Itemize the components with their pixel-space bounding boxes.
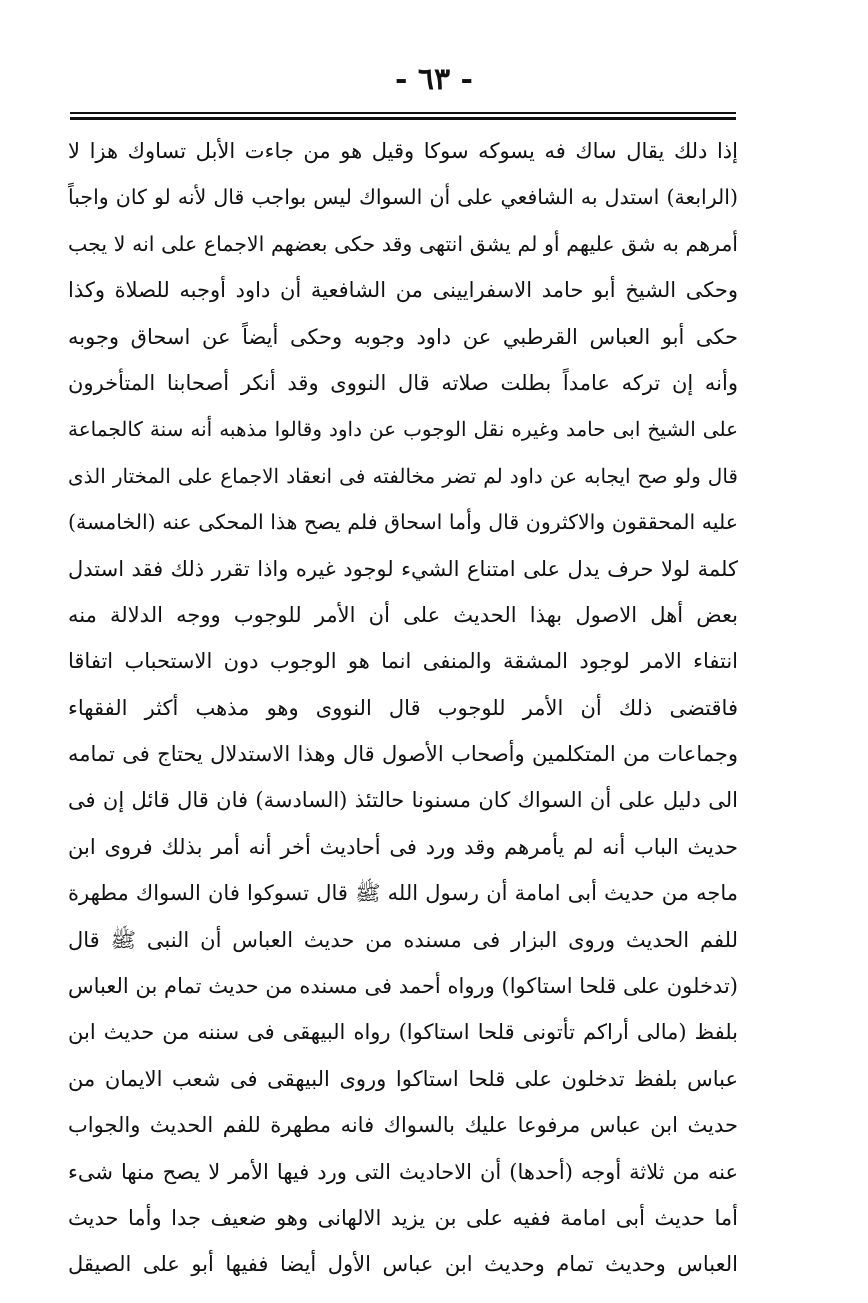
header-rule-thick: [70, 117, 736, 120]
body-text: [68, 128, 738, 1288]
text-line: وأنه إن تركه عامداً بطلت صلاته قال النووى وقد أنكر أصحابنا المتأخرون: [68, 370, 738, 395]
text-line: للفم الحديث وروى البزار فى مسنده من حديث العباس أن النبى ﷺ قال: [68, 927, 738, 952]
text-line: عباس بلفظ تدخلون على قلحا استاكوا وروى البيهقى فى شعب الايمان من: [68, 1066, 738, 1091]
text-line: (الرابعة) استدل به الشافعي على أن السواك ليس بواجب قال لأنه لو كان واجباً: [68, 185, 738, 210]
text-line: بعض أهل الاصول بهذا الحديث على أن الأمر للوجوب ووجه الدلالة منه: [68, 602, 738, 627]
header-rule: [70, 112, 736, 114]
text-line: عنه من ثلاثة أوجه (أحدها) أن الاحاديث التى ورد فيها الأمر لا يصح منها شىء: [68, 1159, 738, 1184]
text-line: الى دليل على أن السواك كان مسنونا حالتئذ (السادسة) فان قال قائل إن فى: [68, 788, 738, 813]
text-line: فاقتضى ذلك أن الأمر للوجوب قال النووى وهو مذهب أكثر الفقهاء: [68, 695, 738, 720]
text-line: ماجه من حديث أبى امامة أن رسول الله ﷺ قال تسوكوا فان السواك مطهرة: [68, 881, 738, 906]
text-line: حكى أبو العباس القرطبي عن داود وجوبه وحكى أيضاً عن اسحاق وجوبه: [68, 324, 738, 349]
text-line: قال ولو صح ايجابه عن داود لم تضر مخالفته فى انعقاد الاجماع على المختار الذى: [68, 463, 738, 488]
text-line: وحكى الشيخ أبو حامد الاسفرايينى من الشافعية أن داود أوجبه للصلاة وكذا: [68, 278, 738, 303]
text-line: على الشيخ ابى حامد وغيره نقل الوجوب عن داود وقالوا مذهبه أنه سنة كالجماعة: [68, 417, 738, 442]
text-line: وجماعات من المتكلمين وأصحاب الأصول قال وهذا الاستدلال يحتاج فى تمامه: [68, 742, 738, 767]
text-line: انتفاء الامر لوجود المشقة والمنفى انما هو الوجوب دون الاستحباب اتفاقا: [68, 649, 738, 674]
text-line: بلفظ (مالى أراكم تأتونى قلحا استاكوا) رواه البيهقى فى سننه من حديث ابن: [68, 1020, 738, 1045]
text-line: أمرهم به شق عليهم أو لم يشق انتهى وقد حكى بعضهم الاجماع على انه لا يجب: [68, 231, 738, 256]
text-line: حديث ابن عباس مرفوعا عليك بالسواك فانه مطهرة للفم الحديث والجواب: [68, 1113, 738, 1138]
text-line: كلمة لولا حرف يدل على امتناع الشيء لوجود غيره واذا تقرر ذلك فقد استدل: [68, 556, 738, 581]
text-line: أما حديث أبى امامة ففيه على بن يزيد الالهانى وهو ضعيف جدا وأما حديث: [68, 1205, 738, 1230]
text-line: عليه المحققون والاكثرون قال وأما اسحاق فلم يصح هذا المحكى عنه (الخامسة): [68, 510, 738, 535]
text-line: حديث الباب أنه لم يأمرهم وقد ورد فى أحاديث أخر أنه أمر بذلك فروى ابن: [68, 834, 738, 859]
text-line: العباس وحديث تمام وحديث ابن عباس الأول أيضا ففيها أبو على الصيقل: [68, 1252, 738, 1277]
text-line: إذا دلك يقال ساك فه يسوكه سوكا وقيل هو من جاءت الأبل تساوك هزا لا: [68, 139, 738, 163]
page-number: - ٦٣ -: [394, 62, 474, 97]
text-line: (تدخلون على قلحا استاكوا) ورواه أحمد فى مسنده من حديث تمام بن العباس: [68, 974, 738, 999]
